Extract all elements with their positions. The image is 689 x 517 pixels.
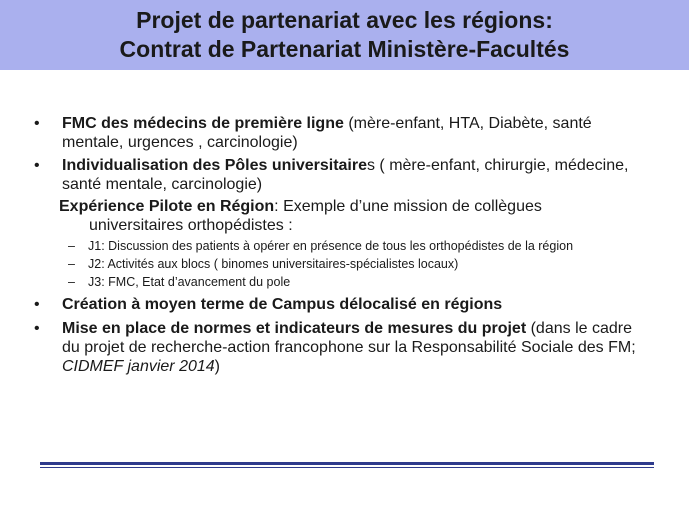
bullet-campus-heading: Création à moyen terme de Campus délocalisé en régions — [62, 296, 503, 313]
sub-item-j3 — [0, 275, 689, 290]
pilot-experience — [0, 197, 689, 235]
slide-title-line-2: Contrat de Partenariat Ministère-Facultés — [119, 36, 570, 62]
sub-item-j2 — [0, 257, 689, 272]
pilot-experience-detail: : Exemple d’une mission de collègues — [274, 198, 542, 215]
slide-content — [0, 114, 689, 376]
bullet-normes-close: ) — [214, 358, 220, 375]
bullet-normes — [0, 319, 689, 376]
pilot-experience-line-2: universitaires orthopédistes : — [89, 217, 293, 234]
sub-item-dash: – — [68, 275, 75, 289]
bullet-marker: • — [34, 296, 40, 313]
bullet-normes-detail: (dans le cadre du projet de recherche-action francophone sur la Responsabilité Sociale des FM; — [62, 320, 636, 356]
sub-item-j3-text: J3: FMC, Etat d’avancement du pole — [88, 275, 291, 289]
bullet-normes-reference: CIDMEF janvier 2014 — [62, 358, 215, 375]
bullet-fmc — [0, 114, 689, 152]
slide-title-line-1: Projet de partenariat avec les régions: — [136, 7, 553, 33]
bullet-fmc-heading: FMC des médecins de première ligne — [62, 115, 344, 132]
bullet-marker: • — [34, 320, 40, 337]
sub-item-j1 — [0, 239, 689, 254]
bullet-fmc-detail: (mère-enfant, HTA, Diabète, santé mentale, urgences , carcinologie) — [62, 115, 592, 151]
pilot-experience-heading: Expérience Pilote en Région — [59, 198, 275, 215]
bullet-normes-heading: Mise en place de normes et indicateurs de mesures du projet — [62, 320, 527, 337]
bullet-poles-detail: s ( mère-enfant, chirurgie, médecine, santé mentale, carcinologie) — [62, 157, 629, 193]
bullet-poles — [0, 156, 689, 194]
sub-item-j2-text: J2: Activités aux blocs ( binomes universitaires-spécialistes locaux) — [88, 257, 459, 271]
footer-divider-thick — [40, 462, 654, 465]
bullet-marker: • — [34, 157, 40, 174]
sub-item-dash: – — [68, 239, 75, 253]
bullet-marker: • — [34, 115, 40, 132]
sub-item-dash: – — [68, 257, 75, 271]
title-banner — [0, 0, 689, 70]
footer-divider-thin — [40, 467, 654, 468]
bullet-poles-heading: Individualisation des Pôles universitaire — [62, 157, 367, 174]
bullet-campus — [0, 295, 689, 314]
sub-item-j1-text: J1: Discussion des patients à opérer en présence de tous les orthopédistes de la région — [88, 239, 574, 253]
